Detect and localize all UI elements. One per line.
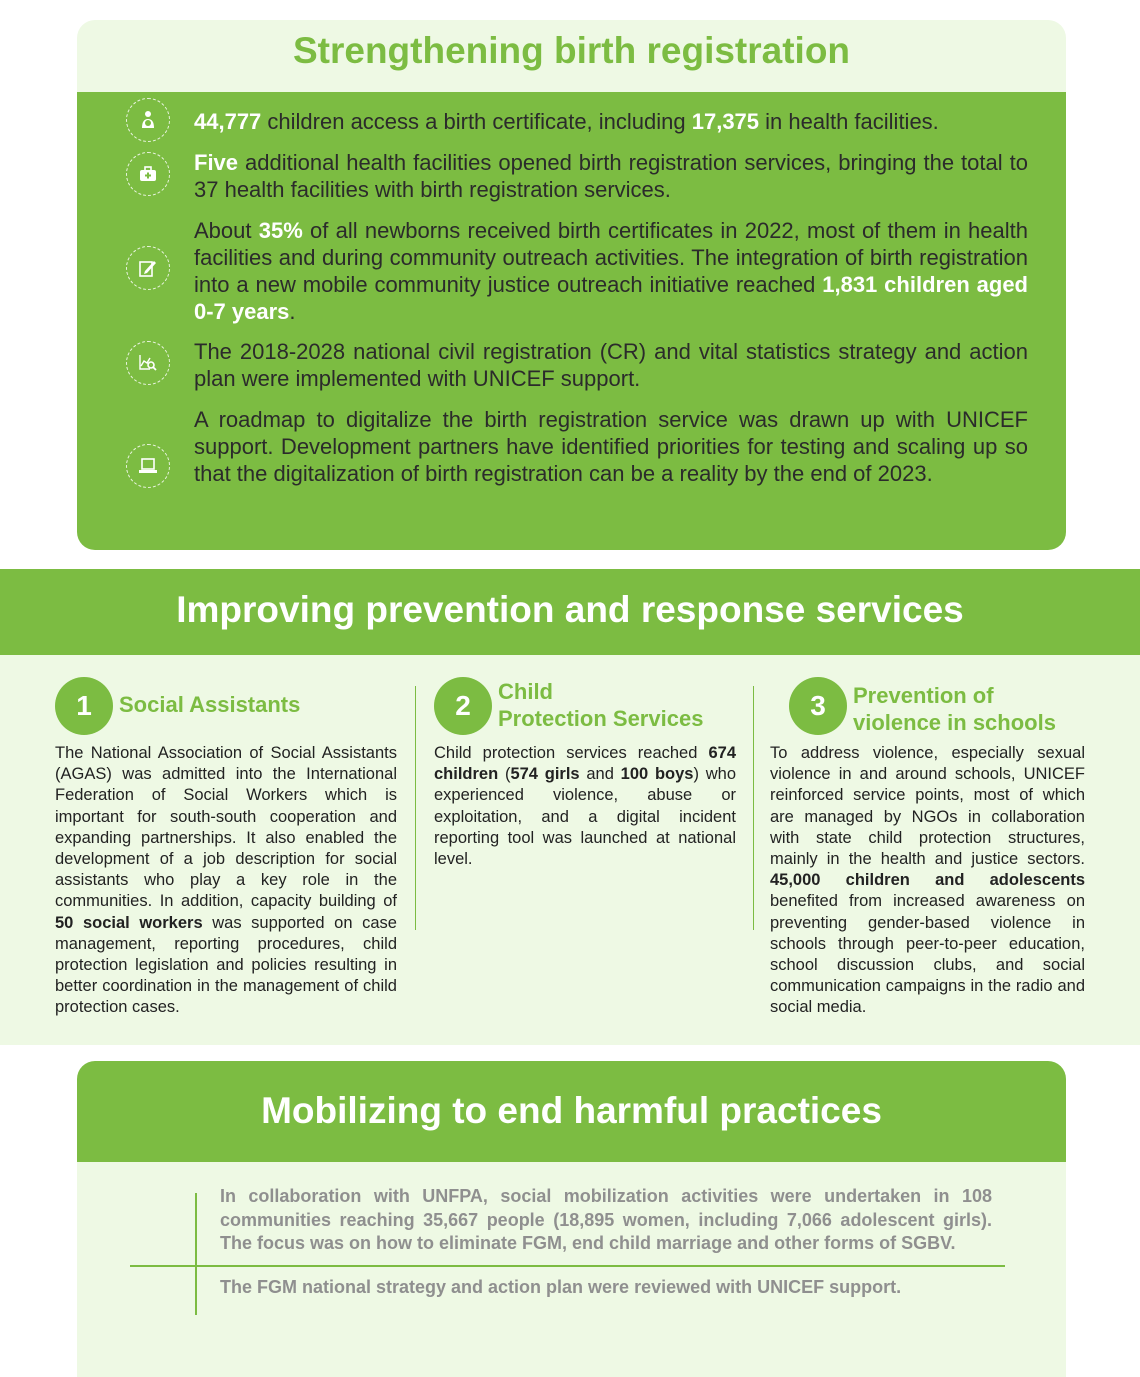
highlight-text: 50 social workers [55, 913, 203, 932]
number-badge-1: 1 [55, 677, 113, 735]
highlight-text: 574 girls [510, 765, 580, 784]
column-2-body: Child protection services reached 674 children (574 girls and 100 boys) who experienced violence, abuse or exploitation, and a digital incident reporting tool was launched at national level. [434, 744, 736, 869]
harmful-practices-title: Mobilizing to end harmful practices [261, 1090, 882, 1131]
column-divider-2 [753, 686, 754, 930]
medical-kit-icon [126, 152, 170, 196]
birth-reg-item-3: About 35% of all newborns received birth certificates in 2022, most of them in health facilities and during community outreach activities. The integration of birth registration into a new mobile community justice outreach initiative reached 1,831 children aged 0-7 years. [194, 218, 1029, 324]
column-3-title-line-2: violence in schools [853, 710, 1056, 735]
mother-baby-icon [126, 98, 170, 142]
chart-magnifier-icon [126, 341, 170, 385]
highlight-text: 1,831 children aged 0-7 years [194, 272, 1028, 324]
horizontal-rule [130, 1265, 1005, 1267]
highlight-text: Five [194, 150, 239, 175]
birth-reg-item-4: The 2018-2028 national civil registration (CR) and vital statistics strategy and action plan were implemented with UNICEF support. [194, 339, 1028, 391]
birth-registration-title: Strengthening birth registration [292, 30, 851, 71]
column-3-body: To address violence, especially sexual violence in and around schools, UNICEF reinforced service points, most of which are managed by NGOs in collaboration with state child protection structures, mainly in the health and justice sectors. 45,000 children and adolescents benefited from increased awareness on preventing gender-based violence in schools through peer-to-peer education, school discussion clubs, and social communication campaigns in the radio and social media. [770, 744, 1085, 1017]
column-3-title-line-1: Prevention of [853, 683, 994, 708]
highlight-text: 674 children [434, 744, 736, 784]
birth-reg-item-2: Five additional health facilities opened birth registration services, bringing the total to 37 health facilities with birth registration services. [194, 150, 1028, 202]
birth-reg-item-5: A roadmap to digitalize the birth registration service was drawn up with UNICEF support. Development partners have identified priorities for testing and scaling up so that the digitalization of birth registration can be a reality by the end of 2023. [194, 407, 1028, 486]
prevention-title: Improving prevention and response services [176, 589, 964, 630]
highlight-text: 35% [258, 218, 303, 243]
vertical-rule [195, 1193, 197, 1315]
column-divider-1 [415, 686, 416, 930]
column-2-title-line-1: Child [498, 679, 553, 704]
highlight-text: 100 boys [620, 765, 694, 784]
column-2-title-line-2: Protection Services [498, 706, 704, 731]
edit-form-icon [126, 246, 170, 290]
column-1-title: Social Assistants [119, 692, 301, 717]
number-badge-3: 3 [789, 677, 847, 735]
harmful-practices-item-1: In collaboration with UNFPA, social mobilization activities were undertaken in 108 communities reaching 35,667 people (18,895 women, including 7,066 adolescent girls). The focus was on how to eliminate FGM, end child marriage and other forms of SGBV. [220, 1186, 992, 1253]
highlight-text: 45,000 children and adolescents [770, 871, 1085, 890]
highlight-text: 17,375 [691, 109, 760, 134]
column-1-body: The National Association of Social Assistants (AGAS) was admitted into the International Federation of Social Workers which is important for south-south cooperation and expanding partnerships. It also enabled the development of a job description for social assistants who play a key role in the communities. In addition, capacity building of 50 social workers was supported on case management, reporting procedures, child protection legislation and policies resulting in better coordination in the management of child protection cases. [55, 744, 397, 1017]
number-badge-2: 2 [434, 677, 492, 735]
highlight-text: 44,777 [194, 109, 262, 134]
birth-reg-item-1: 44,777 children access a birth certificate, including 17,375 in health facilities. [194, 109, 939, 134]
laptop-icon [126, 444, 170, 488]
harmful-practices-item-2: The FGM national strategy and action plan were reviewed with UNICEF support. [220, 1277, 902, 1297]
